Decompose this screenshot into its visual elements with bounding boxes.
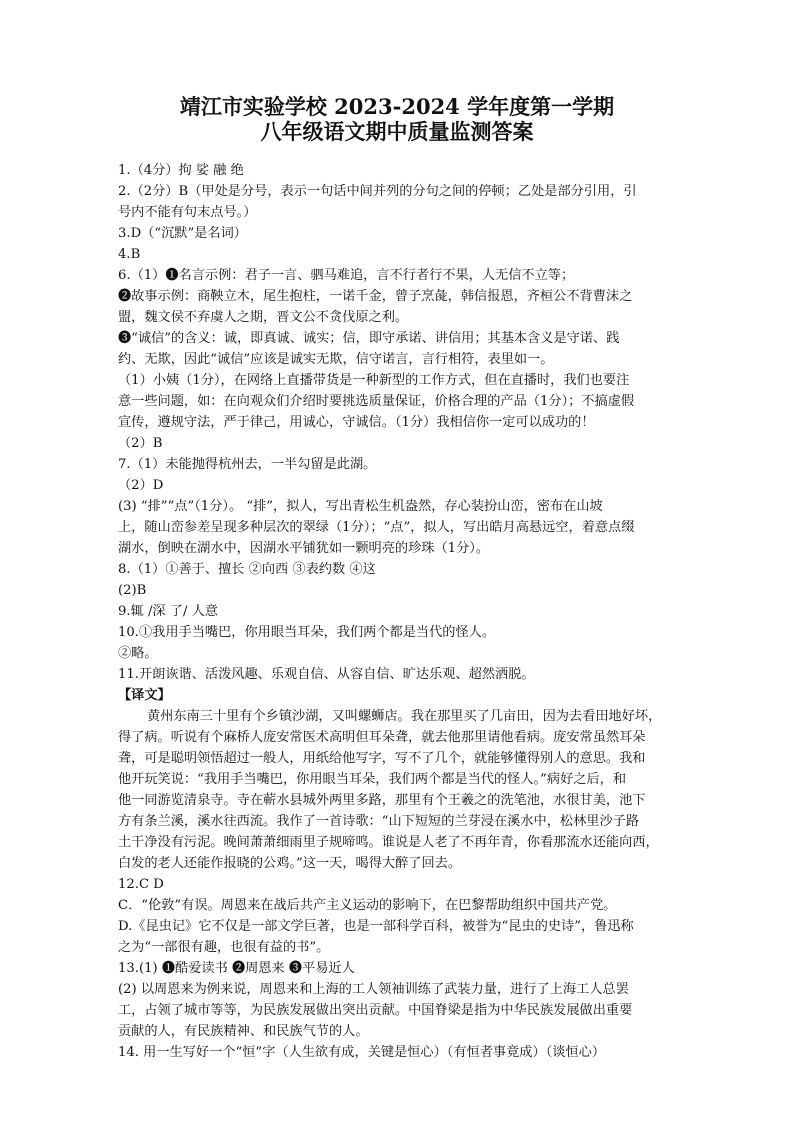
translation-line: 他开玩笑说：“我用手当嘴巴，你用眼当耳朵，我们两个都是当代的怪人。”病好之后，和 bbox=[118, 772, 627, 787]
answer-line: 13.(1) ❶酷爱读书 ❷周恩来 ❸平易近人 bbox=[118, 961, 355, 976]
answer-line: 宣传，遵规守法，严于律己，用诚心，守诚信。（1分）我相信你一定可以成功的！ bbox=[118, 415, 595, 430]
answer-line: 2.（2分）B（甲处是分号，表示一句话中间并列的分句之间的停顿；乙处是部分引用，引 bbox=[118, 184, 637, 199]
translation-line: 聋，可是聪明领悟超过一般人，用纸给他写字，写不了几个，就能够懂得别人的意思。我和 bbox=[118, 751, 646, 766]
answer-line: 7.（1）未能抛得杭州去，一半勾留是此湖。 bbox=[118, 457, 377, 472]
answer-line: 3.D（“沉默”是名词） bbox=[118, 226, 247, 241]
translation-line: 得了病。听说有个麻桥人庞安常医术高明但耳朵聋，就去他那里请他看病。庞安常虽然耳朵 bbox=[118, 730, 646, 745]
translation-line: 白发的老人还能作报晓的公鸡。”这一天，喝得大醉了回去。 bbox=[118, 856, 462, 871]
answer-line: 湖水，倒映在湖水中，因湖水平铺犹如一颗明亮的珍珠（1分）。 bbox=[118, 541, 490, 556]
translation-line: 黄州东南三十里有个乡镇沙湖，又叫螺蛳店。我在那里买了几亩田，因为去看田地好坏， bbox=[147, 709, 662, 724]
answer-line: 号内不能有句末点号。） bbox=[118, 205, 257, 220]
answer-line: 工，占领了城市等等，为民族发展做出突出贡献。中国脊梁是指为中华民族发展做出重要 bbox=[118, 1003, 633, 1018]
answer-line: 12.C D bbox=[118, 877, 164, 892]
answer-line: 8.（1）①善于、擅长 ②向西 ③表约数 ④这 bbox=[118, 562, 376, 577]
answer-line: （2）D bbox=[118, 478, 164, 493]
answer-line: （2）B bbox=[118, 436, 163, 451]
answer-line: 盟，魏文侯不弃虞人之期，晋文公不贪伐原之利。 bbox=[118, 310, 409, 325]
translation-line: 土干净没有污泥。晚间萧萧细雨里子规啼鸣。谁说是人老了不再年青，你看那流水还能向西， bbox=[118, 835, 659, 850]
answer-line: 意一些问题，如：在向观众们介绍时要挑选质量保证，价格合理的产品（1分）；不搞虚假 bbox=[118, 394, 635, 409]
answer-line: (2) 以周恩来为例来说，周恩来和上海的工人领袖训练了武装力量，进行了上海工人总罢 bbox=[118, 982, 629, 997]
answer-line: D.《昆虫记》它不仅是一部文学巨著，也是一部科学百科，被誉为“昆虫的史诗”，鲁迅称 bbox=[118, 919, 634, 934]
answer-line: (3) “排”“点”（1分）。 “排”，拟人，写出青松生机盎然，存心装扮山峦，密布在山坡 bbox=[118, 499, 603, 514]
answer-line: ❷故事示例：商鞅立木，尾生抱柱，一诺千金，曾子烹彘，韩信报恩，齐桓公不背曹沫之 bbox=[118, 289, 633, 304]
answer-line: C．“伦敦”有误。周恩来在战后共产主义运动的影响下，在巴黎帮助组织中国共产党。 bbox=[118, 898, 617, 913]
answer-line: ②略。 bbox=[118, 646, 158, 661]
answer-line: 贡献的人，有民族精神、和民族气节的人。 bbox=[118, 1024, 369, 1039]
answer-line: 4.B bbox=[118, 247, 141, 262]
translation-heading: 【译文】 bbox=[118, 688, 171, 703]
answer-line: 14. 用一生写好一个“恒”字（人生欲有成，关键是恒心）（有恒者事竟成）（谈恒心） bbox=[118, 1045, 606, 1060]
answer-line: 11.开朗诙谐、活泼风趣、乐观自信、从容自信、旷达乐观、超然洒脱。 bbox=[118, 667, 535, 682]
translation-line: 他一同游览清泉寺。寺在蕲水县城外两里多路，那里有个王羲之的洗笔池，水很甘美，池下 bbox=[118, 793, 646, 808]
answer-line: (2)B bbox=[118, 583, 147, 598]
doc-title-line-1: 靖江市实验学校 2023-2024 学年度第一学期 bbox=[179, 94, 615, 119]
answer-line: 6.（1）❶名言示例：君子一言、驷马难追，言不行者行不果，人无信不立等； bbox=[118, 268, 575, 283]
answer-line: 1.（4分）拘 娑 融 绝 bbox=[118, 163, 244, 178]
doc-title-line-2: 八年级语文期中质量监测答案 bbox=[260, 119, 534, 144]
answer-line: （1）小姨（1分），在网络上直播带货是一种新型的工作方式，但在直播时，我们也要注 bbox=[118, 373, 630, 388]
answer-line: 上，随山峦参差呈现多种层次的翠绿（1分）；“点”，拟人，写出皓月高悬远空，着意点缀 bbox=[118, 520, 635, 535]
answer-line: ❸“诚信”的含义：诚，即真诚、诚实；信，即守承诺、讲信用；其基本含义是守诺、践 bbox=[118, 331, 620, 346]
answer-line: 10.①我用手当嘴巴，你用眼当耳朵，我们两个都是当代的怪人。 bbox=[118, 625, 496, 640]
answer-line: 9.辄 /深 了/ 人意 bbox=[118, 604, 218, 619]
answer-line: 约、无欺，因此“诚信”应该是诚实无欺，信守诺言，言行相符，表里如一。 bbox=[118, 352, 554, 367]
translation-line: 方有条兰溪，溪水往西流。我作了一首诗歌：“山下短短的兰芽浸在溪水中，松林里沙子路 bbox=[118, 814, 640, 829]
answer-line: 之为“一部很有趣，也很有益的书”。 bbox=[118, 940, 330, 955]
